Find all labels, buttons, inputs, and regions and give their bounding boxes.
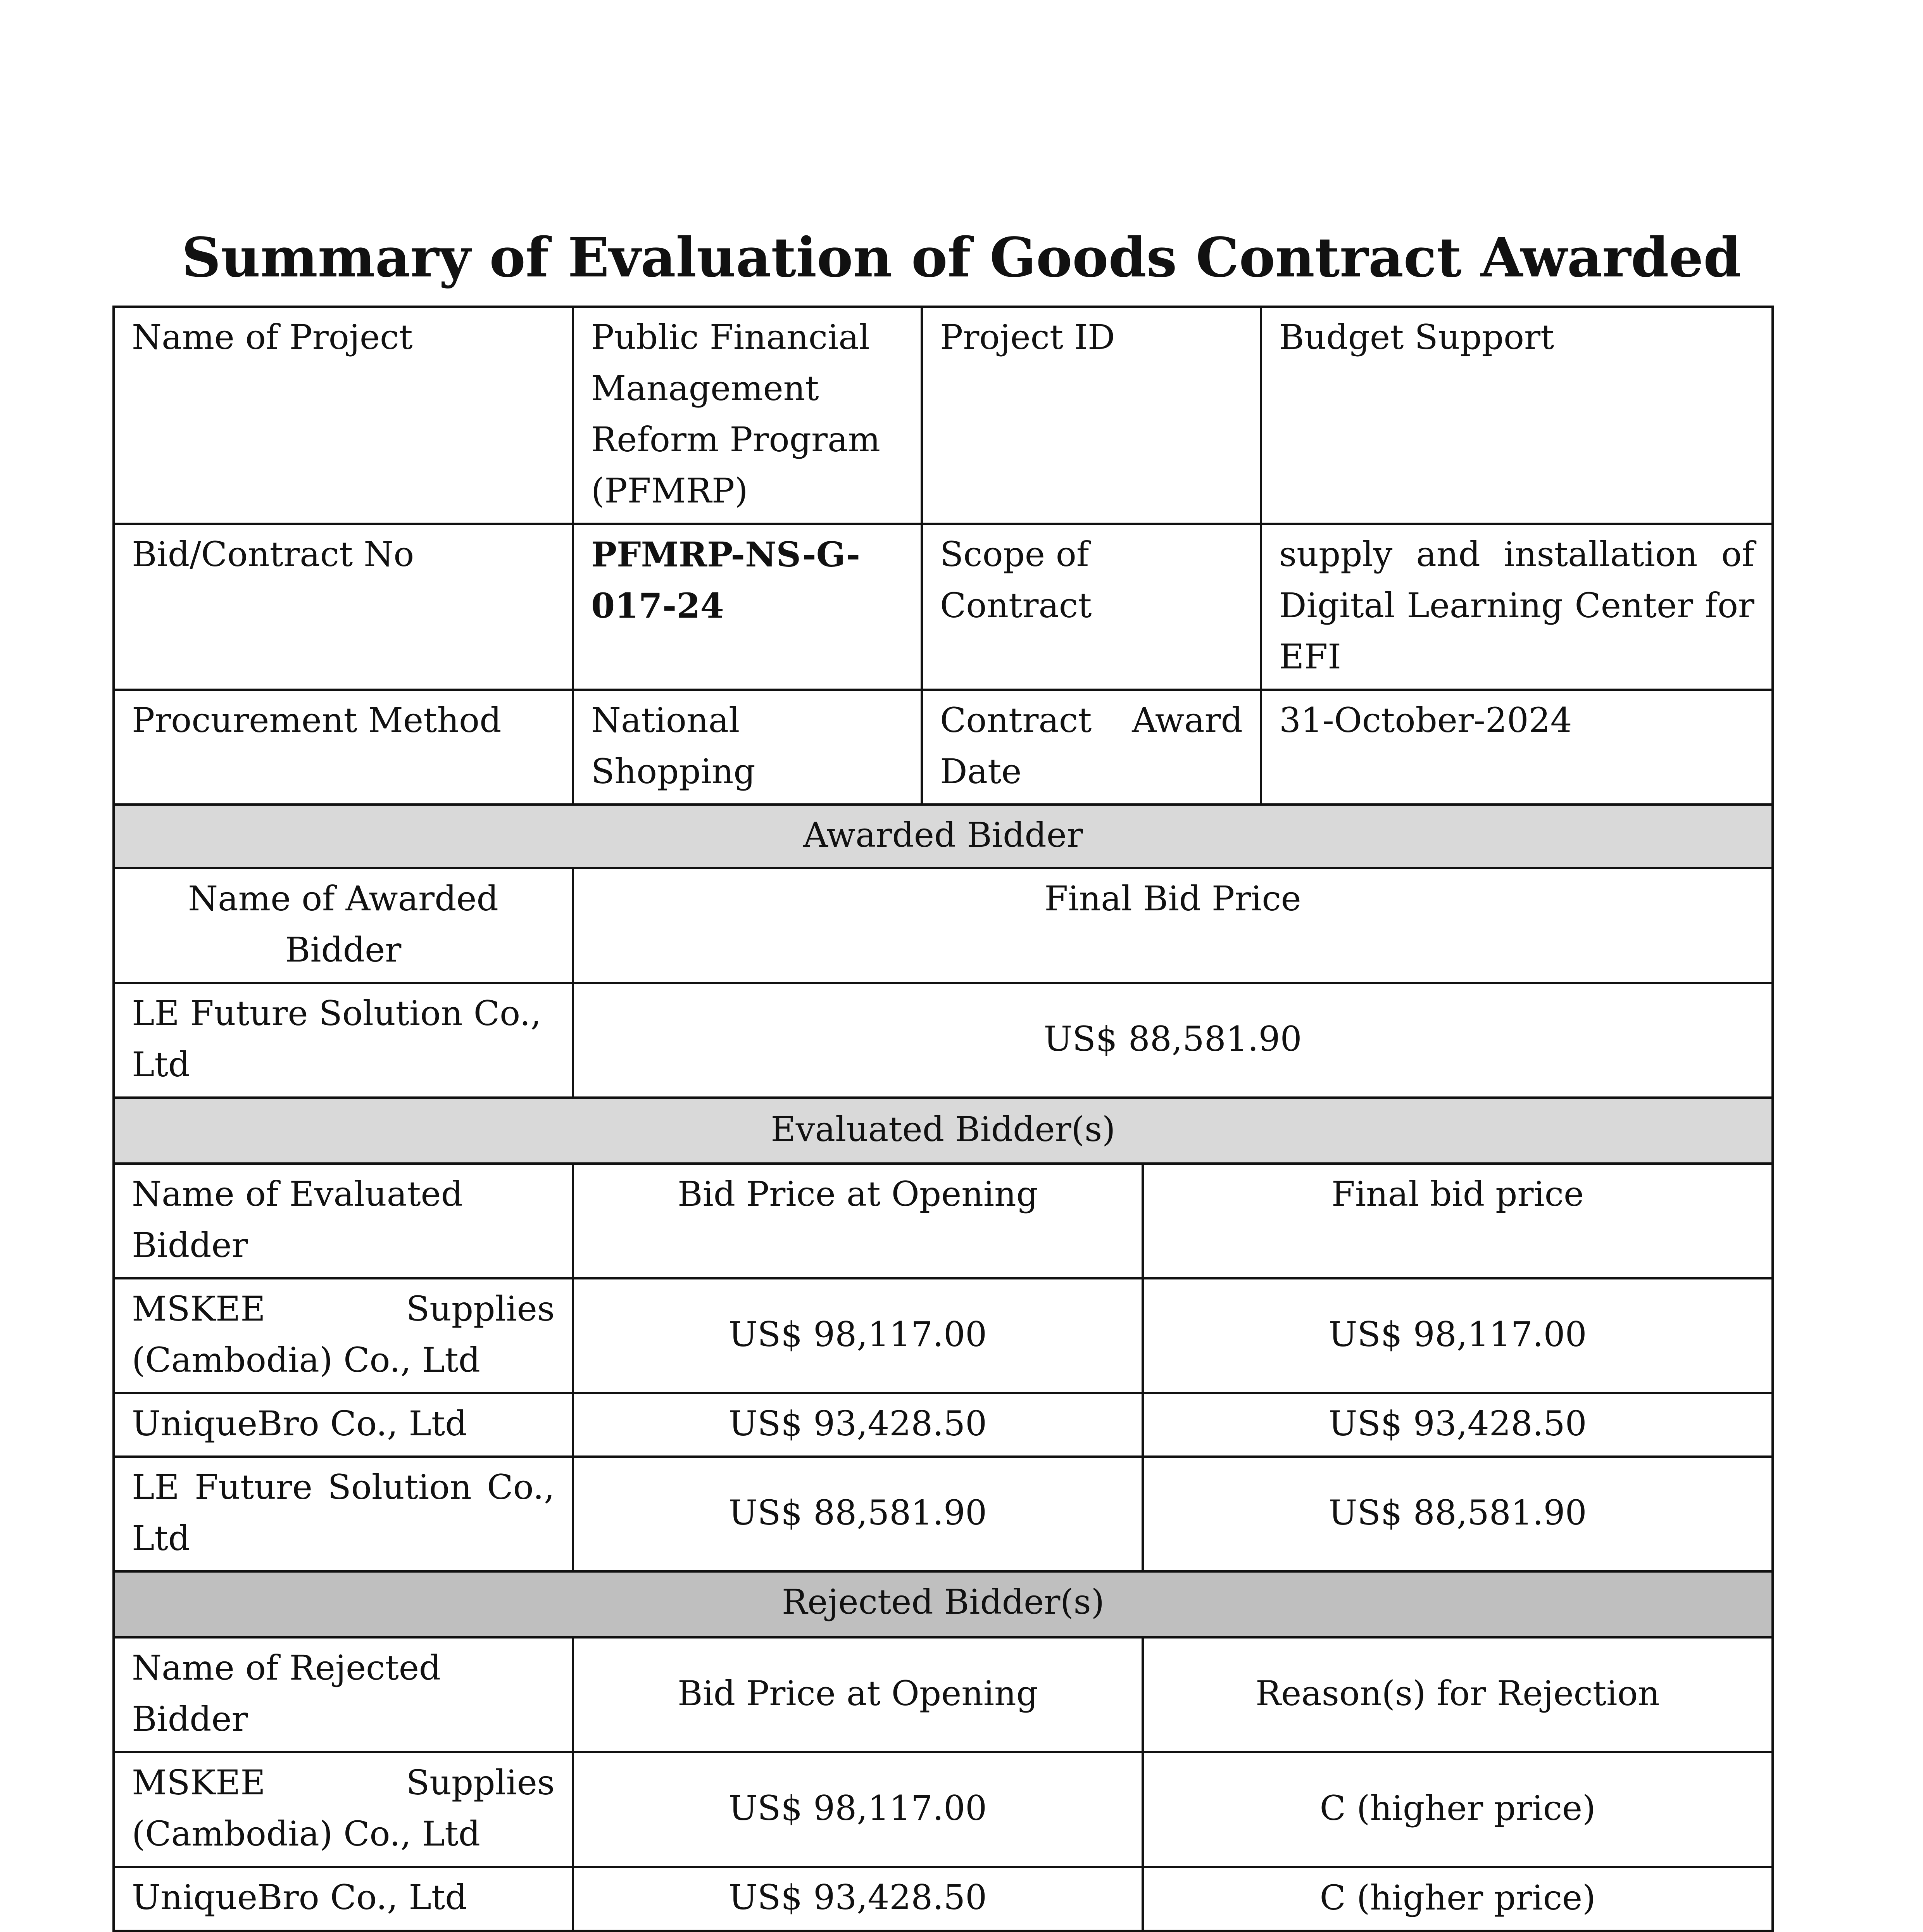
evaluated-bidder-name: UniqueBro Co., Ltd <box>114 1393 573 1457</box>
evaluated-bidder-name: LE Future Solution Co., Ltd <box>114 1457 573 1571</box>
evaluated-opening-price: US$ 98,117.00 <box>573 1278 1143 1393</box>
awarded-section-title: Awarded Bidder <box>114 805 1773 868</box>
award-date-label: Contract Award Date <box>922 690 1261 805</box>
scope-value: supply and installation of Digital Learning Center for EFI <box>1261 524 1773 690</box>
rejected-bidder-name: UniqueBro Co., Ltd <box>114 1867 573 1931</box>
table-row <box>114 1867 1773 1931</box>
award-date-value: 31-October-2024 <box>1261 690 1773 805</box>
table-row <box>114 1393 1773 1457</box>
rejected-reason: C (higher price) <box>1143 1867 1773 1931</box>
rejected-col-reason: Reason(s) for Rejection <box>1143 1637 1773 1752</box>
table-row <box>114 1278 1773 1393</box>
document-title: Summary of Evaluation of Goods Contract Awarded <box>181 226 1742 290</box>
contract-no-row <box>114 524 1773 690</box>
awarded-column-header-row <box>114 868 1773 983</box>
awarded-bidder-name: LE Future Solution Co., Ltd <box>114 983 573 1098</box>
contract-no-label: Bid/Contract No <box>114 524 573 690</box>
contract-no-value: PFMRP-NS-G-017-24 <box>573 524 922 690</box>
rejected-col-name: Name of Rejected Bidder <box>114 1637 573 1752</box>
method-label: Procurement Method <box>114 690 573 805</box>
evaluated-section-header <box>114 1098 1773 1164</box>
project-id-value: Budget Support <box>1261 307 1773 524</box>
evaluated-col-name: Name of Evaluated Bidder <box>114 1164 573 1278</box>
table-row <box>114 1457 1773 1571</box>
evaluated-section-title: Evaluated Bidder(s) <box>114 1098 1773 1164</box>
evaluated-final-price: US$ 93,428.50 <box>1143 1393 1773 1457</box>
rejected-col-opening: Bid Price at Opening <box>573 1637 1143 1752</box>
evaluated-col-final: Final bid price <box>1143 1164 1773 1278</box>
rejected-opening-price: US$ 93,428.50 <box>573 1867 1143 1931</box>
rejected-column-header-row <box>114 1637 1773 1752</box>
table-row <box>114 1752 1773 1867</box>
scope-label: Scope of Contract <box>922 524 1261 690</box>
method-value: National Shopping <box>573 690 922 805</box>
project-name-label: Name of Project <box>114 307 573 524</box>
awarded-col-name: Name of Awarded Bidder <box>114 868 573 983</box>
rejected-reason: C (higher price) <box>1143 1752 1773 1867</box>
project-name-row <box>114 307 1773 524</box>
procurement-method-row <box>114 690 1773 805</box>
evaluated-opening-price: US$ 88,581.90 <box>573 1457 1143 1571</box>
evaluated-opening-price: US$ 93,428.50 <box>573 1393 1143 1457</box>
project-name-value: Public Financial Management Reform Program (PFMRP) <box>573 307 922 524</box>
evaluated-final-price: US$ 98,117.00 <box>1143 1278 1773 1393</box>
awarded-section-header <box>114 805 1773 868</box>
rejected-section-header <box>114 1571 1773 1637</box>
rejected-opening-price: US$ 98,117.00 <box>573 1752 1143 1867</box>
evaluated-final-price: US$ 88,581.90 <box>1143 1457 1773 1571</box>
table-row <box>114 983 1773 1098</box>
evaluated-column-header-row <box>114 1164 1773 1278</box>
rejected-section-title: Rejected Bidder(s) <box>114 1571 1773 1637</box>
evaluated-bidder-name: MSKEE Supplies (Cambodia) Co., Ltd <box>114 1278 573 1393</box>
project-id-label: Project ID <box>922 307 1261 524</box>
awarded-bidder-price: US$ 88,581.90 <box>573 983 1773 1098</box>
evaluated-col-opening: Bid Price at Opening <box>573 1164 1143 1278</box>
rejected-bidder-name: MSKEE Supplies (Cambodia) Co., Ltd <box>114 1752 573 1867</box>
awarded-col-price: Final Bid Price <box>573 868 1773 983</box>
evaluation-summary-table <box>112 306 1774 1932</box>
